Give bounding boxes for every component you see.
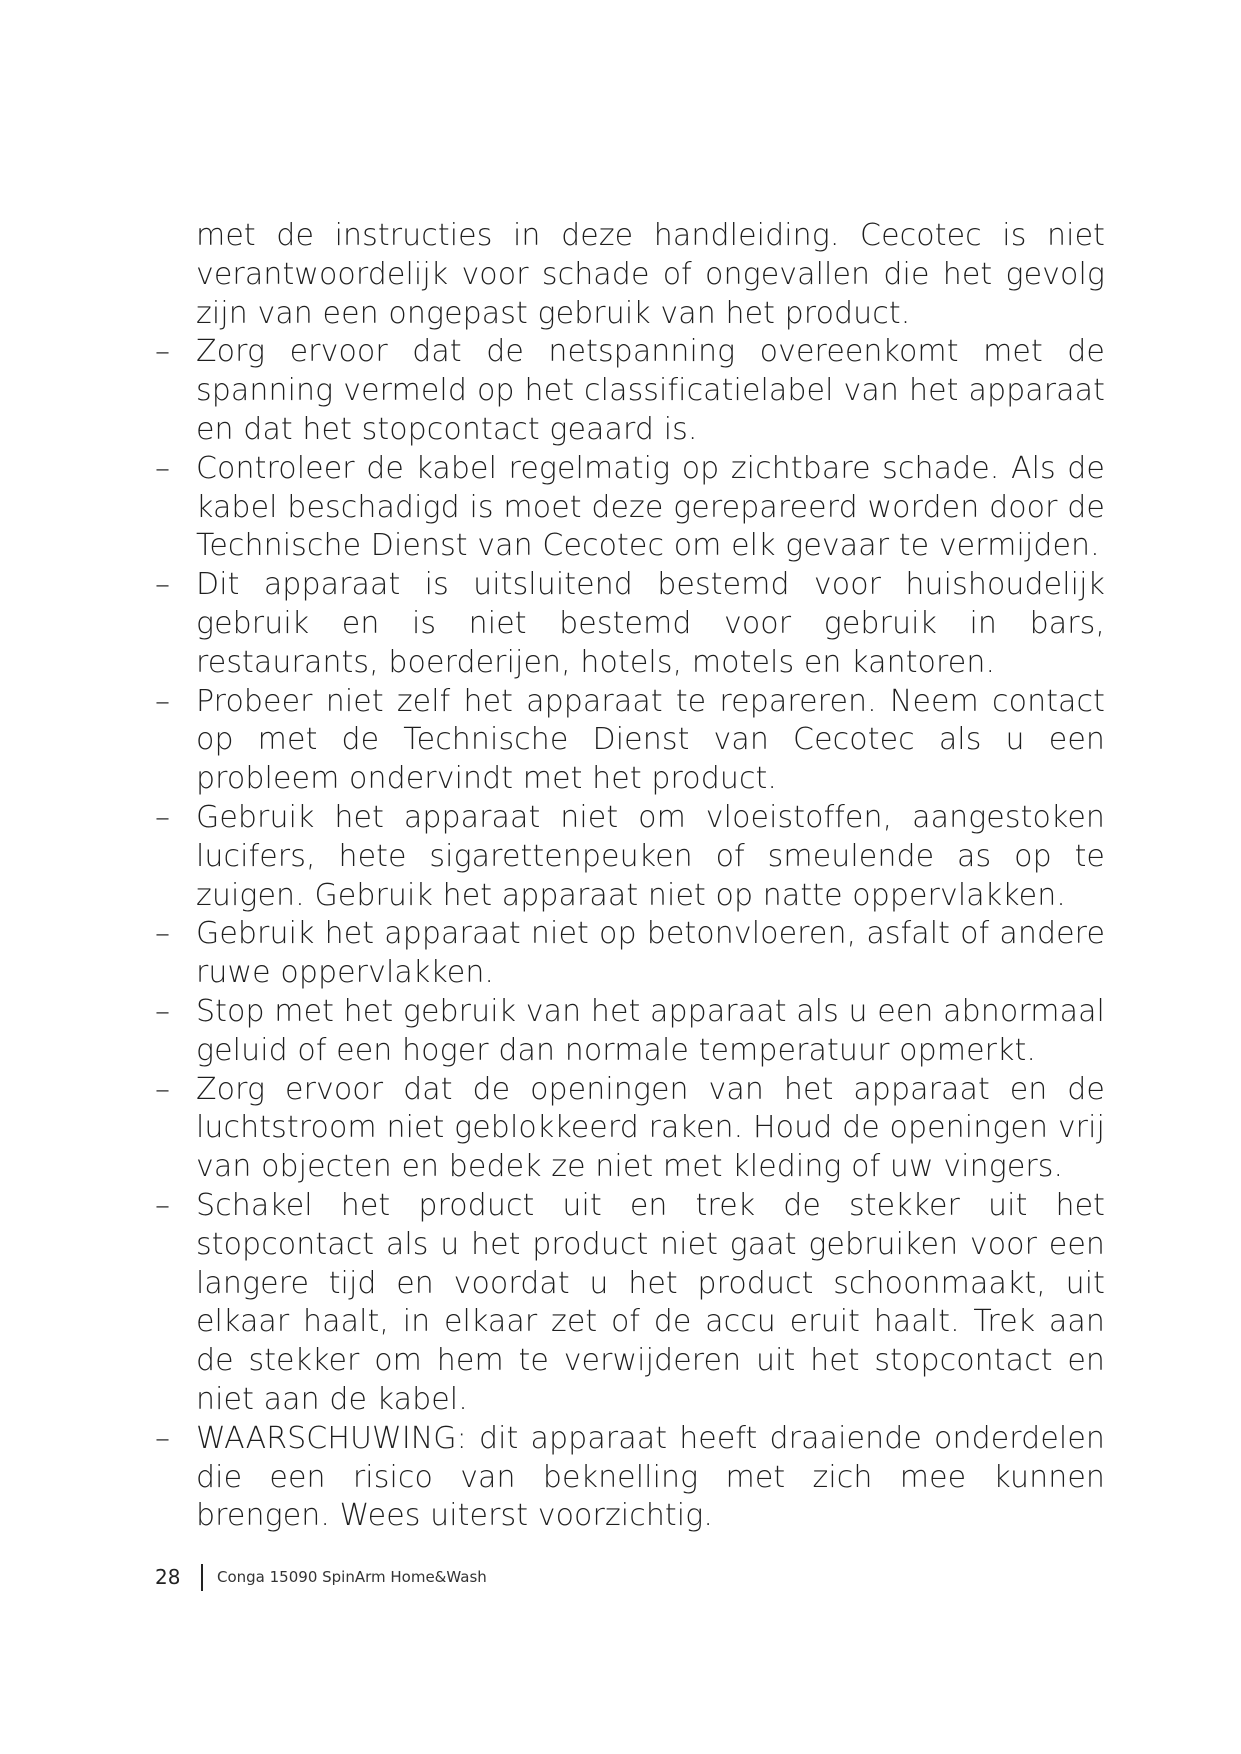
bullet-dash: –	[155, 683, 171, 719]
list-item	[155, 450, 1105, 566]
page-body	[155, 217, 1105, 1536]
list-item	[155, 915, 1105, 993]
list-item-text: Probeer niet zelf het apparaat te repareren. Neem contact op met de Technische Dienst van Cecotec als u een probleem ondervindt met het product.	[196, 683, 1105, 797]
list-item-text: Controleer de kabel regelmatig op zichtbare schade. Als de kabel beschadigd is moet deze gerepareerd worden door de Technische Dienst van Cecotec om elk gevaar te vermijden.	[196, 450, 1105, 564]
list-item	[155, 1071, 1105, 1187]
footer-divider	[201, 1564, 203, 1591]
bullet-dash: –	[155, 799, 171, 835]
list-item-text: Schakel het product uit en trek de stekker uit het stopcontact als u het product niet gaat gebruiken voor een langere tijd en voordat u het product schoonmaakt, uit elkaar haalt, in elkaar zet of de accu eruit haalt. Trek aan de stekker om hem te verwijderen uit het stopcontact en niet aan de kabel.	[196, 1187, 1105, 1417]
document-title: Conga 15090 SpinArm Home&Wash	[217, 1568, 487, 1586]
bullet-dash: –	[155, 450, 171, 486]
bullet-dash: –	[155, 993, 171, 1029]
bullet-dash: –	[155, 567, 171, 603]
list-item-text: Stop met het gebruik van het apparaat als u een abnormaal geluid of een hoger dan normale temperatuur opmerkt.	[196, 993, 1105, 1068]
bullet-dash: –	[155, 1187, 171, 1223]
list-item-text: Zorg ervoor dat de openingen van het apparaat en de luchtstroom niet geblokkeerd raken. Houd de openingen vrij van objecten en bedek ze niet met kleding of uw vingers.	[196, 1071, 1105, 1185]
list-item	[155, 799, 1105, 915]
list-item	[155, 566, 1105, 682]
bullet-dash: –	[155, 334, 171, 370]
list-item-text: Zorg ervoor dat de netspanning overeenkomt met de spanning vermeld op het classificatielabel van het apparaat en dat het stopcontact geaard is.	[196, 334, 1105, 447]
list-item-text: Dit apparaat is uitsluitend bestemd voor huishoudelijk gebruik en is niet bestemd voor gebruik in bars, restaurants, boerderijen, hotels, motels en kantoren.	[196, 567, 1105, 680]
page-footer	[155, 1562, 487, 1592]
bullet-dash: –	[155, 916, 171, 952]
bullet-dash: –	[155, 1420, 171, 1456]
list-item	[155, 333, 1105, 449]
page-number: 28	[155, 1565, 181, 1589]
intro-paragraph: met de instructies in deze handleiding. Cecotec is niet verantwoordelijk voor schade of ongevallen die het gevolg zijn van een ongepast gebruik van het product.	[196, 218, 1105, 331]
list-item-text: Gebruik het apparaat niet om vloeistoffen, aangestoken lucifers, hete sigarettenpeuken of smeulende as op te zuigen. Gebruik het apparaat niet op natte oppervlakken.	[196, 799, 1105, 913]
list-item	[155, 1187, 1105, 1420]
bullet-dash: –	[155, 1071, 171, 1107]
list-item	[155, 993, 1105, 1071]
list-item-text: Gebruik het apparaat niet op betonvloeren, asfalt of andere ruwe oppervlakken.	[196, 916, 1105, 991]
list-item	[155, 683, 1105, 799]
list-item	[155, 1420, 1105, 1536]
list-item-text: WAARSCHUWING: dit apparaat heeft draaiende onderdelen die een risico van beknelling met zich mee kunnen brengen. Wees uiterst voorzichtig.	[196, 1420, 1105, 1534]
